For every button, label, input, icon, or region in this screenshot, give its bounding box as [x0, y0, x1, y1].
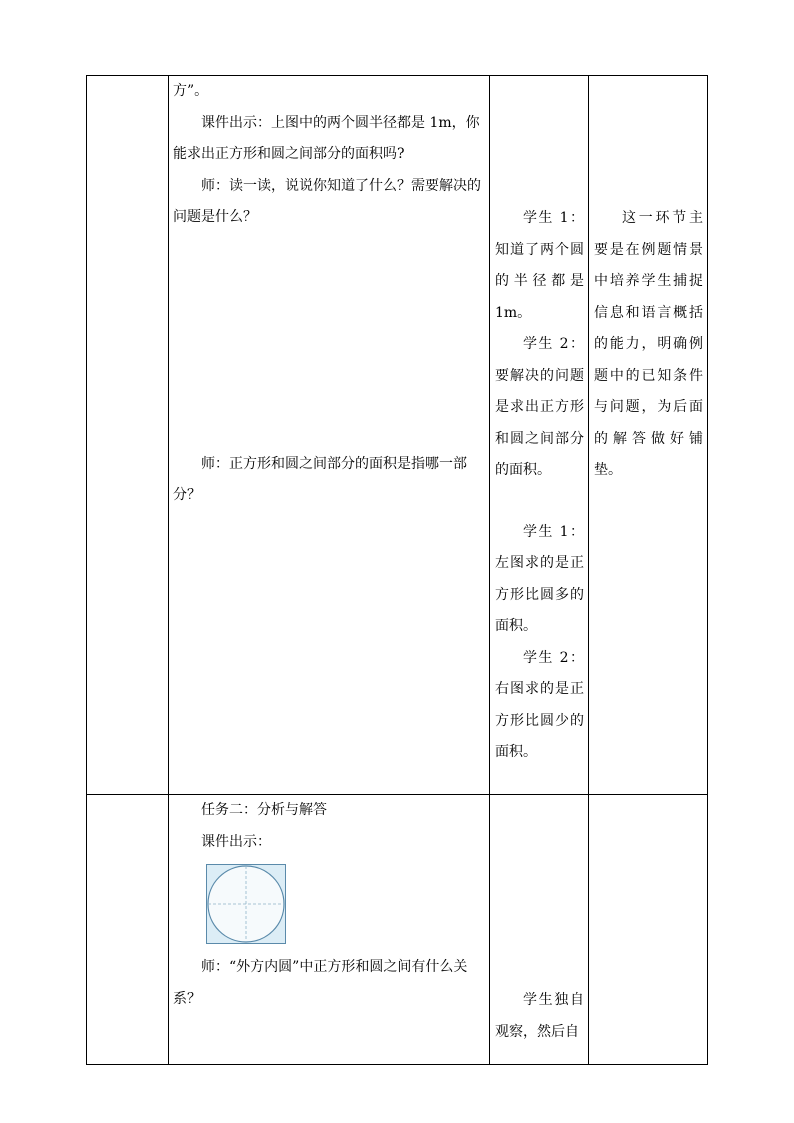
blank-space: [495, 487, 584, 517]
text-line: 师：读一读，说说你知道了什么？需要解决的问题是什么？: [173, 177, 481, 225]
text-line: 方”。: [173, 83, 209, 99]
square-circle-figure: [206, 864, 286, 944]
lesson-plan-table: [86, 75, 708, 1065]
student-answer: 学生 1：左图求的是正方形比圆多的面积。: [495, 523, 584, 634]
design-note: 这一环节主要是在例题情景中培养学生捕捉信息和语言概括的能力，明确例题中的已知条件与问题，为后面的解答做好铺垫。: [594, 210, 703, 478]
student-answer: 学生独自观察，然后自: [495, 992, 584, 1040]
student-answer: 学生 2：要解决的问题是求出正方形和圆之间部分的面积。: [495, 336, 584, 478]
text-line: 师：正方形和圆之间部分的面积是指哪一部分？: [173, 455, 467, 503]
teacher-activity-cell: [169, 76, 490, 795]
circle-in-square-drawing: [207, 865, 285, 943]
stage-cell: [87, 795, 169, 1065]
text-line: 师：“外方内圆”中正方形和圆之间有什么关系？: [173, 959, 468, 1007]
teacher-activity-cell: [169, 795, 490, 1065]
task-heading: 任务二：分析与解答: [201, 802, 327, 818]
student-answer: 学生 1：知道了两个圆的半径都是 1m。: [495, 210, 584, 321]
student-activity-cell: [490, 795, 589, 1065]
table-row: [87, 76, 708, 795]
text-line: 课件出示：上图中的两个圆半径都是 1m，你能求出正方形和圆之间部分的面积吗?: [173, 114, 480, 162]
stage-cell: [87, 76, 169, 795]
text-line: 课件出示：: [201, 833, 271, 850]
design-intent-cell: [589, 795, 708, 1065]
table-row: [87, 795, 708, 1065]
blank-space: [173, 234, 485, 449]
student-activity-cell: [490, 76, 589, 795]
design-intent-cell: [589, 76, 708, 795]
student-answer: 学生 2：右图求的是正方形比圆少的面积。: [495, 649, 584, 760]
